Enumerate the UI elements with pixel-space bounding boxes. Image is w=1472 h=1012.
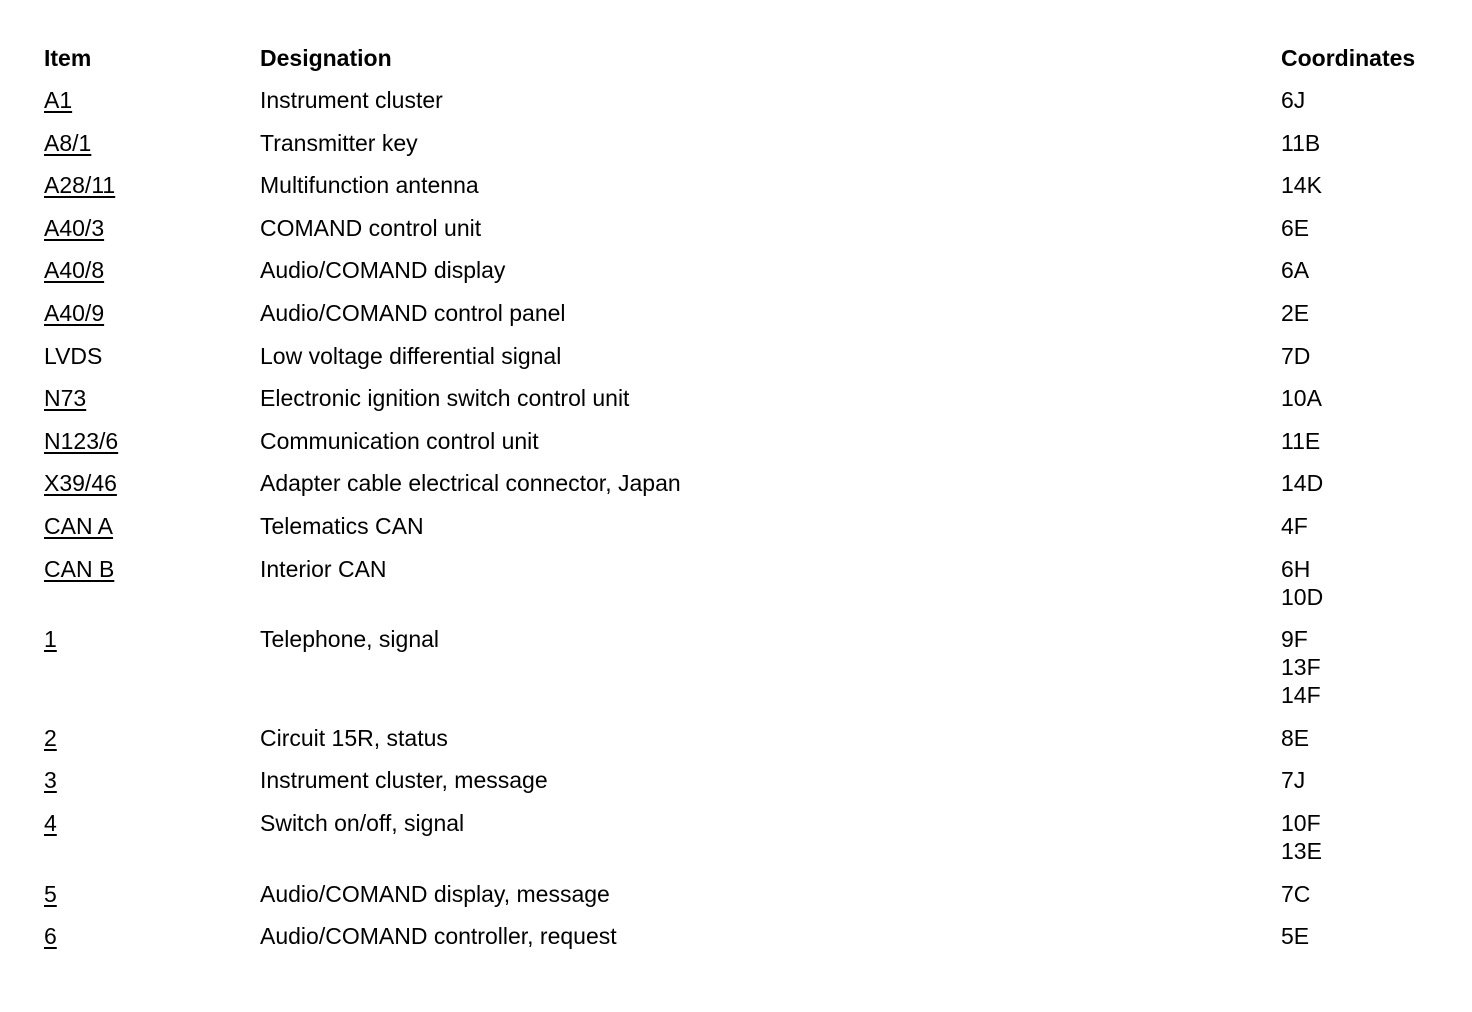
table-row xyxy=(44,880,1444,908)
item-cell xyxy=(44,880,260,908)
coordinate-value: 7C xyxy=(1281,880,1311,907)
designation-cell: COMAND control unit xyxy=(260,214,482,241)
item-cell xyxy=(44,625,260,653)
coordinate-value: 11B xyxy=(1281,129,1321,156)
coordinate-value: 13F xyxy=(1281,654,1321,681)
table-row xyxy=(44,766,1444,794)
coordinate-value: 7J xyxy=(1281,767,1306,794)
coordinate-value: 6A xyxy=(1281,257,1310,284)
item-link[interactable]: N73 xyxy=(44,385,87,412)
coordinates-cell xyxy=(1281,171,1444,199)
designation-cell: Telematics CAN xyxy=(260,512,424,539)
designation-cell: Interior CAN xyxy=(260,555,387,582)
coordinates-cell xyxy=(1281,299,1444,327)
designation-cell: Communication control unit xyxy=(260,427,539,454)
table-row xyxy=(44,555,1444,611)
designation-cell: Multifunction antenna xyxy=(260,172,479,199)
table-row xyxy=(44,384,1444,412)
designation-cell: Switch on/off, signal xyxy=(260,809,465,836)
item-cell xyxy=(44,512,260,540)
item-link[interactable]: X39/46 xyxy=(44,470,117,497)
coordinate-value: 8E xyxy=(1281,724,1310,751)
coordinates-cell xyxy=(1281,766,1444,794)
item-cell xyxy=(44,129,260,157)
table-row xyxy=(44,214,1444,242)
designation-cell: Instrument cluster, message xyxy=(260,767,548,794)
coordinates-cell xyxy=(1281,512,1444,540)
item-cell xyxy=(44,299,260,327)
table-row xyxy=(44,922,1444,950)
item-link[interactable]: CAN B xyxy=(44,555,115,582)
item-link[interactable]: 1 xyxy=(44,626,57,653)
coordinate-value: 6J xyxy=(1281,87,1306,113)
item-cell xyxy=(44,724,260,752)
coordinates-cell xyxy=(1281,555,1444,611)
table-body xyxy=(44,86,1444,950)
coordinates-cell xyxy=(1281,724,1444,752)
legend-table xyxy=(44,44,1444,965)
table-row xyxy=(44,427,1444,455)
coordinates-cell xyxy=(1281,922,1444,950)
coordinates-cell xyxy=(1281,86,1444,114)
designation-cell: Instrument cluster xyxy=(260,87,443,113)
coordinate-value: 14F xyxy=(1281,682,1321,709)
coordinates-cell xyxy=(1281,129,1444,157)
item-link[interactable]: 6 xyxy=(44,923,57,950)
item-cell xyxy=(44,342,260,370)
coordinate-value: 11E xyxy=(1281,427,1321,454)
table-row xyxy=(44,724,1444,752)
item-cell xyxy=(44,214,260,242)
coordinates-cell xyxy=(1281,809,1444,865)
coordinate-value: 10D xyxy=(1281,583,1324,610)
table-row xyxy=(44,342,1444,370)
item-link[interactable]: A28/11 xyxy=(44,172,116,199)
item-cell xyxy=(44,86,260,114)
item-cell xyxy=(44,555,260,583)
table-row xyxy=(44,256,1444,284)
coordinate-value: 10F xyxy=(1281,809,1321,836)
table-header-row xyxy=(44,44,1444,78)
designation-cell: Adapter cable electrical connector, Japan xyxy=(260,470,681,497)
coordinate-value: 10A xyxy=(1281,385,1322,412)
designation-cell: Transmitter key xyxy=(260,129,418,156)
coordinates-cell xyxy=(1281,214,1444,242)
item-link[interactable]: 5 xyxy=(44,880,57,907)
coordinates-cell xyxy=(1281,427,1444,455)
table-row xyxy=(44,171,1444,199)
coordinates-cell xyxy=(1281,342,1444,370)
header-designation: Designation xyxy=(260,45,392,71)
table-row xyxy=(44,86,1444,114)
designation-cell: Audio/COMAND controller, request xyxy=(260,923,617,950)
designation-cell: Telephone, signal xyxy=(260,626,440,653)
item-cell xyxy=(44,809,260,837)
item-link[interactable]: A40/8 xyxy=(44,257,105,284)
coordinate-value: 14D xyxy=(1281,470,1324,497)
coordinate-value: 14K xyxy=(1281,172,1322,199)
table-row xyxy=(44,809,1444,865)
coordinate-value: 6H xyxy=(1281,555,1311,582)
coordinate-value: 6E xyxy=(1281,214,1310,241)
coordinate-value: 7D xyxy=(1281,342,1311,369)
item-cell xyxy=(44,922,260,950)
item-link[interactable]: A8/1 xyxy=(44,129,92,156)
table-row xyxy=(44,625,1444,709)
item-cell xyxy=(44,469,260,497)
designation-cell: Low voltage differential signal xyxy=(260,342,562,369)
item-link[interactable]: 4 xyxy=(44,809,57,836)
table-row xyxy=(44,129,1444,157)
item-link[interactable]: N123/6 xyxy=(44,427,119,454)
coordinates-cell xyxy=(1281,625,1444,709)
item-cell xyxy=(44,384,260,412)
item-cell xyxy=(44,766,260,794)
header-coordinates: Coordinates xyxy=(1281,45,1416,71)
header-item: Item xyxy=(44,45,92,71)
coordinate-value: 13E xyxy=(1281,837,1322,864)
item-cell xyxy=(44,171,260,199)
item-link[interactable]: CAN A xyxy=(44,512,114,539)
designation-cell: Audio/COMAND display xyxy=(260,257,506,284)
coordinate-value: 5E xyxy=(1281,923,1310,950)
item-link[interactable]: A40/9 xyxy=(44,299,105,326)
coordinate-value: 2E xyxy=(1281,299,1310,326)
item-link[interactable]: 2 xyxy=(44,724,57,751)
coordinate-value: 9F xyxy=(1281,626,1308,653)
item-link[interactable]: A40/3 xyxy=(44,214,105,241)
coordinate-value: 4F xyxy=(1281,512,1308,539)
item-label: LVDS xyxy=(44,342,103,369)
item-cell xyxy=(44,427,260,455)
designation-cell: Audio/COMAND display, message xyxy=(260,880,610,907)
coordinates-cell xyxy=(1281,256,1444,284)
table-row xyxy=(44,469,1444,497)
designation-cell: Audio/COMAND control panel xyxy=(260,299,566,326)
item-link[interactable]: A1 xyxy=(44,87,73,113)
coordinates-cell xyxy=(1281,880,1444,908)
table-row xyxy=(44,299,1444,327)
table-row xyxy=(44,512,1444,540)
designation-cell: Electronic ignition switch control unit xyxy=(260,385,630,412)
coordinates-cell xyxy=(1281,469,1444,497)
item-link[interactable]: 3 xyxy=(44,767,57,794)
designation-cell: Circuit 15R, status xyxy=(260,724,448,751)
item-cell xyxy=(44,256,260,284)
coordinates-cell xyxy=(1281,384,1444,412)
